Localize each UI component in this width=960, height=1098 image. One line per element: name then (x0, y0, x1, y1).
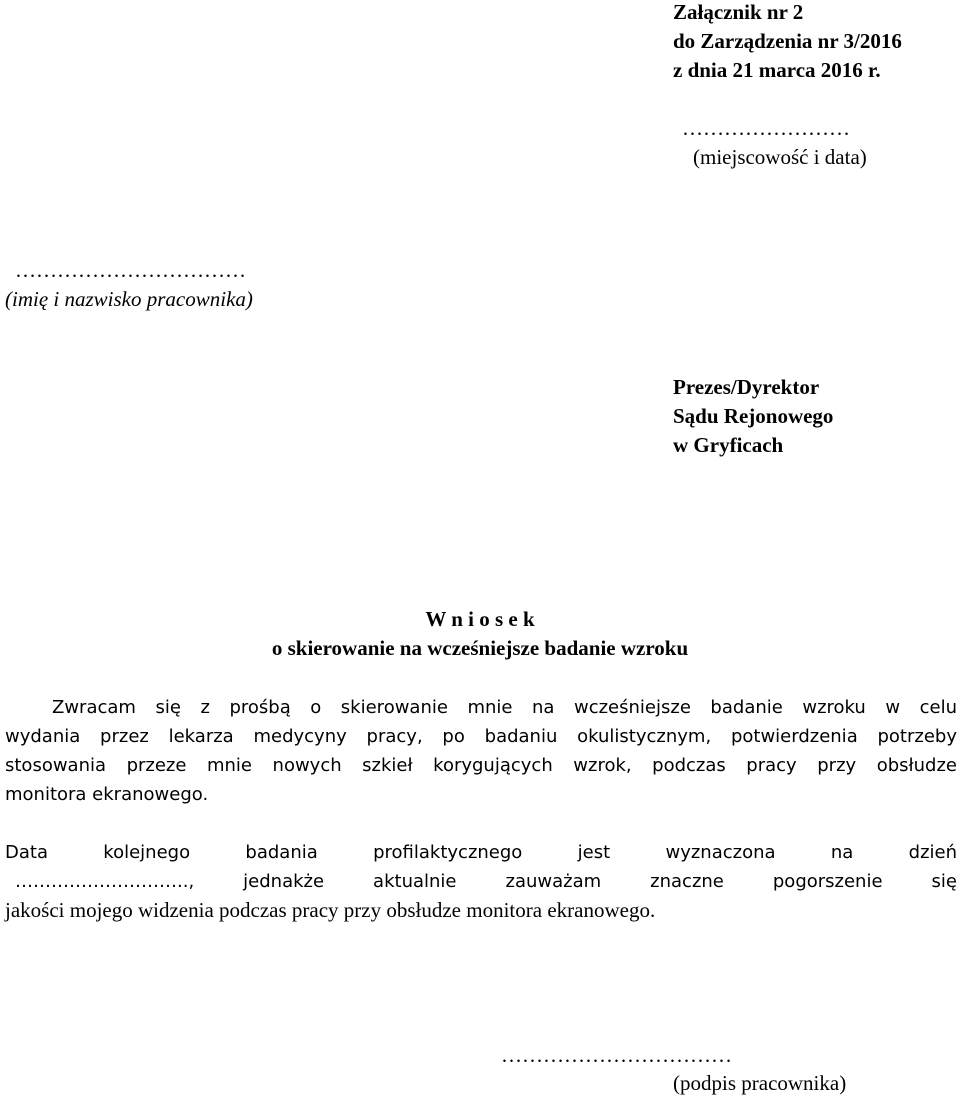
paragraph-2-line-3: jakości mojego widzenia podczas pracy przy obsłudze monitora ekranowego. (5, 898, 656, 922)
paragraph-1-line-2: wydania przez lekarza medycyny pracy, po badaniu okulistycznym, potwierdzenia potrzeby (5, 726, 957, 747)
paragraph-1-line-3: stosowania przeze mnie nowych szkieł korygujących wzrok, podczas pracy przy obsłudze (5, 755, 957, 776)
paragraph-2-line-2: ……………………….., jednakże aktualnie zauważam znaczne pogorszenie się (15, 871, 957, 892)
addressee-city: w Gryficach (673, 433, 784, 457)
paragraph-2-line-1: Data kolejnego badania profilaktycznego jest wyznaczona na dzień (5, 842, 957, 863)
employee-name-label: (imię i nazwisko pracownika) (5, 287, 253, 311)
place-date-dots: …………………… (682, 116, 850, 140)
signature-dots: …………………………… (501, 1043, 732, 1067)
place-date-label: (miejscowość i data) (693, 145, 867, 169)
document-title: W n i o s e k (425, 607, 535, 631)
addressee-title: Prezes/Dyrektor (673, 375, 820, 399)
signature-label: (podpis pracownika) (673, 1071, 847, 1095)
annex-ordinance: do Zarządzenia nr 3/2016 (673, 29, 902, 53)
annex-date: z dnia 21 marca 2016 r. (673, 58, 881, 82)
paragraph-1-line-1: Zwracam się z prośbą o skierowanie mnie na wcześniejsze badanie wzroku w celu (52, 697, 957, 718)
document-subtitle: o skierowanie na wcześniejsze badanie wzroku (271, 636, 689, 660)
addressee-court: Sądu Rejonowego (673, 404, 834, 428)
paragraph-1-line-4: monitora ekranowego. (5, 784, 209, 805)
annex-number: Załącznik nr 2 (673, 0, 804, 24)
employee-name-dots: …………………………… (15, 258, 246, 282)
